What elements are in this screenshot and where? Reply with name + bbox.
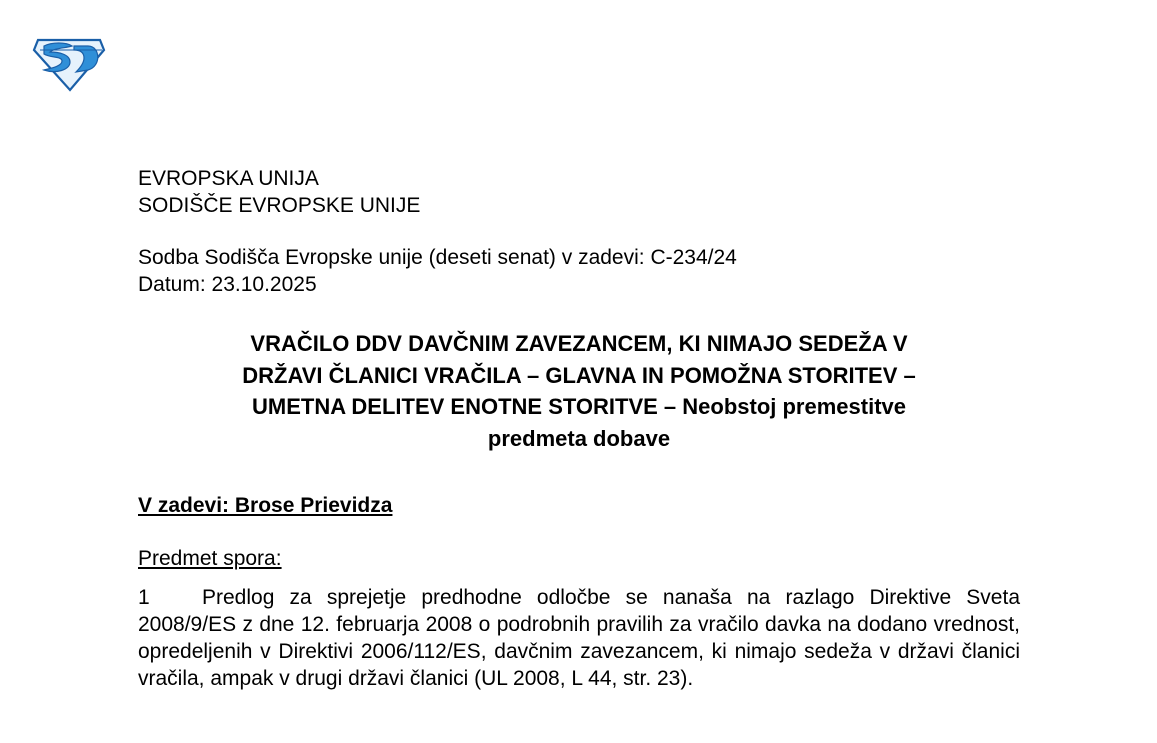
- judgment-date: Datum: 23.10.2025: [138, 273, 317, 296]
- document-body: [138, 165, 1020, 692]
- org-line-court: SODIŠČE EVROPSKE UNIJE: [138, 194, 421, 217]
- subject-heading: Predmet spora:: [138, 547, 282, 570]
- paragraph-1: [138, 584, 1020, 692]
- case-name: V zadevi: Brose Prievidza: [138, 494, 393, 517]
- title-line: predmeta dobave: [487, 425, 671, 451]
- page-cut-fade: [0, 728, 1157, 743]
- title-line: VRAČILO DDV DAVČNIM ZAVEZANCEM, KI NIMAJO SEDEŽA V: [250, 331, 908, 356]
- judgment-reference: Sodba Sodišča Evropske unije (deseti senat) v zadevi: C-234/24: [138, 246, 737, 269]
- paragraph-number: 1: [138, 586, 150, 609]
- paragraph-text: Predlog za sprejetje predhodne odločbe se nanaša na razlago Direktive Sveta 2008/9/ES z dne 12. februarja 2008 o podrobnih pravilih za vračilo davka na dodano vrednost, opredeljenih v Direktivi 2006/112/ES, davčnim zavezancem, ki nimajo sedeža v državi članici vračila, ampak v drugi državi članici (UL 2008, L 44, str. 23).: [138, 586, 1020, 690]
- document-title: [138, 328, 1020, 454]
- title-line: UMETNA DELITEV ENOTNE STORITVE – Neobstoj premestitve: [252, 394, 906, 419]
- org-line-eu: EVROPSKA UNIJA: [138, 167, 319, 190]
- title-line: DRŽAVI ČLANICI VRAČILA – GLAVNA IN POMOŽNA STORITEV –: [242, 362, 916, 388]
- court-logo-icon: [32, 36, 106, 92]
